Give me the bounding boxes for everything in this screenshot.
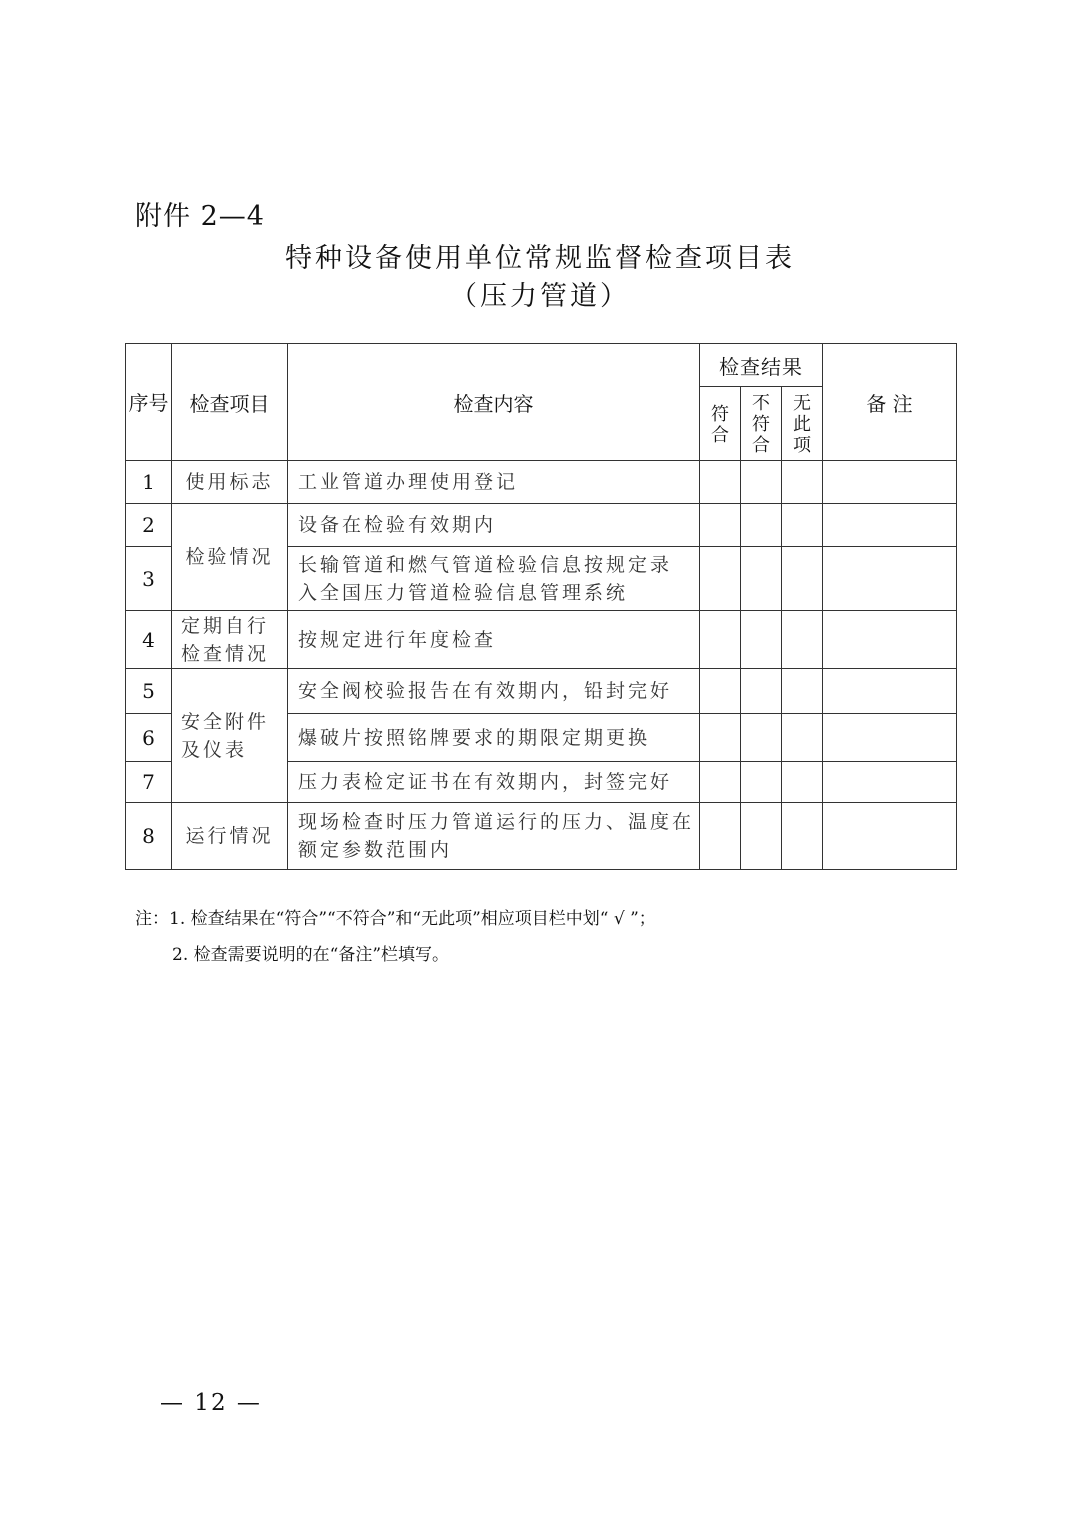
header-seq-text: 序号 <box>128 390 169 415</box>
not-conform-cell[interactable] <box>741 714 782 762</box>
not-applicable-cell[interactable] <box>782 714 823 762</box>
inspection-table <box>125 343 957 870</box>
not-conform-cell[interactable] <box>741 504 782 547</box>
attachment-label: 附件 2—4 <box>135 201 265 232</box>
document-subtitle: （压力管道） <box>450 281 630 312</box>
check-content <box>288 547 700 611</box>
row-number: 7 <box>126 762 172 803</box>
category-line: 定期自行 <box>181 614 270 637</box>
check-content <box>288 803 700 870</box>
conform-cell[interactable] <box>700 547 741 611</box>
conform-cell[interactable] <box>700 611 741 669</box>
remarks-cell[interactable] <box>823 504 957 547</box>
not-applicable-cell[interactable] <box>782 803 823 870</box>
header-not-applicable <box>782 387 823 461</box>
category-inspection: 检验情况 <box>172 504 288 611</box>
remarks-cell[interactable] <box>823 611 957 669</box>
header-conform <box>700 387 741 461</box>
remarks-cell[interactable] <box>823 669 957 714</box>
note-line-2: 2. 检查需要说明的在“备注”栏填写。 <box>172 945 450 965</box>
header-item: 检查项目 <box>172 344 288 461</box>
conform-cell[interactable] <box>700 762 741 803</box>
check-content: 爆破片按照铭牌要求的期限定期更换 <box>288 714 700 762</box>
not-conform-cell[interactable] <box>741 669 782 714</box>
check-content-line: 入全国压力管道检验信息管理系统 <box>298 581 629 604</box>
check-content: 按规定进行年度检查 <box>288 611 700 669</box>
remarks-cell[interactable] <box>823 714 957 762</box>
not-applicable-cell[interactable] <box>782 762 823 803</box>
conform-cell[interactable] <box>700 461 741 504</box>
not-conform-cell[interactable] <box>741 547 782 611</box>
header-remarks: 备 注 <box>823 344 957 461</box>
not-applicable-cell[interactable] <box>782 547 823 611</box>
not-conform-cell[interactable] <box>741 611 782 669</box>
header-not-conform-text: 不符合 <box>752 393 770 456</box>
table-row <box>126 611 957 669</box>
remarks-cell[interactable] <box>823 762 957 803</box>
row-number: 8 <box>126 803 172 870</box>
table-row <box>126 504 957 547</box>
check-content-line: 长输管道和燃气管道检验信息按规定录 <box>298 553 673 576</box>
category-line: 及仪表 <box>181 738 248 761</box>
category-line: 安全附件 <box>181 710 270 733</box>
check-content-line: 额定参数范围内 <box>298 839 453 861</box>
conform-cell[interactable] <box>700 504 741 547</box>
header-row <box>126 344 957 387</box>
row-number: 4 <box>126 611 172 669</box>
not-applicable-cell[interactable] <box>782 611 823 669</box>
not-conform-cell[interactable] <box>741 762 782 803</box>
remarks-cell[interactable] <box>823 461 957 504</box>
not-applicable-cell[interactable] <box>782 461 823 504</box>
category-use-mark: 使用标志 <box>172 461 288 504</box>
category-self-check <box>172 611 288 669</box>
header-seq <box>126 344 172 461</box>
note-line-1: 注：1. 检查结果在“符合”“不符合”和“无此项”相应项目栏中划“ √ ”； <box>135 909 656 929</box>
header-result: 检查结果 <box>700 344 823 387</box>
check-content-line: 现场检查时压力管道运行的压力、温度在 <box>298 811 695 833</box>
header-conform-text: 符合 <box>711 403 729 446</box>
conform-cell[interactable] <box>700 803 741 870</box>
remarks-cell[interactable] <box>823 803 957 870</box>
header-not-conform <box>741 387 782 461</box>
row-number: 1 <box>126 461 172 504</box>
table-row <box>126 461 957 504</box>
not-applicable-cell[interactable] <box>782 504 823 547</box>
row-number: 6 <box>126 714 172 762</box>
check-content: 安全阀校验报告在有效期内，铅封完好 <box>288 669 700 714</box>
header-content: 检查内容 <box>288 344 700 461</box>
not-conform-cell[interactable] <box>741 461 782 504</box>
row-number: 3 <box>126 547 172 611</box>
not-conform-cell[interactable] <box>741 803 782 870</box>
conform-cell[interactable] <box>700 669 741 714</box>
not-applicable-cell[interactable] <box>782 669 823 714</box>
table-row <box>126 803 957 870</box>
page-number: — 12 — <box>160 1390 262 1416</box>
table-row <box>126 669 957 714</box>
row-number: 5 <box>126 669 172 714</box>
check-content: 压力表检定证书在有效期内，封签完好 <box>288 762 700 803</box>
category-line: 检查情况 <box>181 642 270 665</box>
check-content: 设备在检验有效期内 <box>288 504 700 547</box>
category-operation: 运行情况 <box>172 803 288 870</box>
header-not-applicable-text: 无此项 <box>793 393 811 456</box>
category-safety <box>172 669 288 803</box>
conform-cell[interactable] <box>700 714 741 762</box>
document-title: 特种设备使用单位常规监督检查项目表 <box>285 243 795 274</box>
row-number: 2 <box>126 504 172 547</box>
remarks-cell[interactable] <box>823 547 957 611</box>
check-content: 工业管道办理使用登记 <box>288 461 700 504</box>
